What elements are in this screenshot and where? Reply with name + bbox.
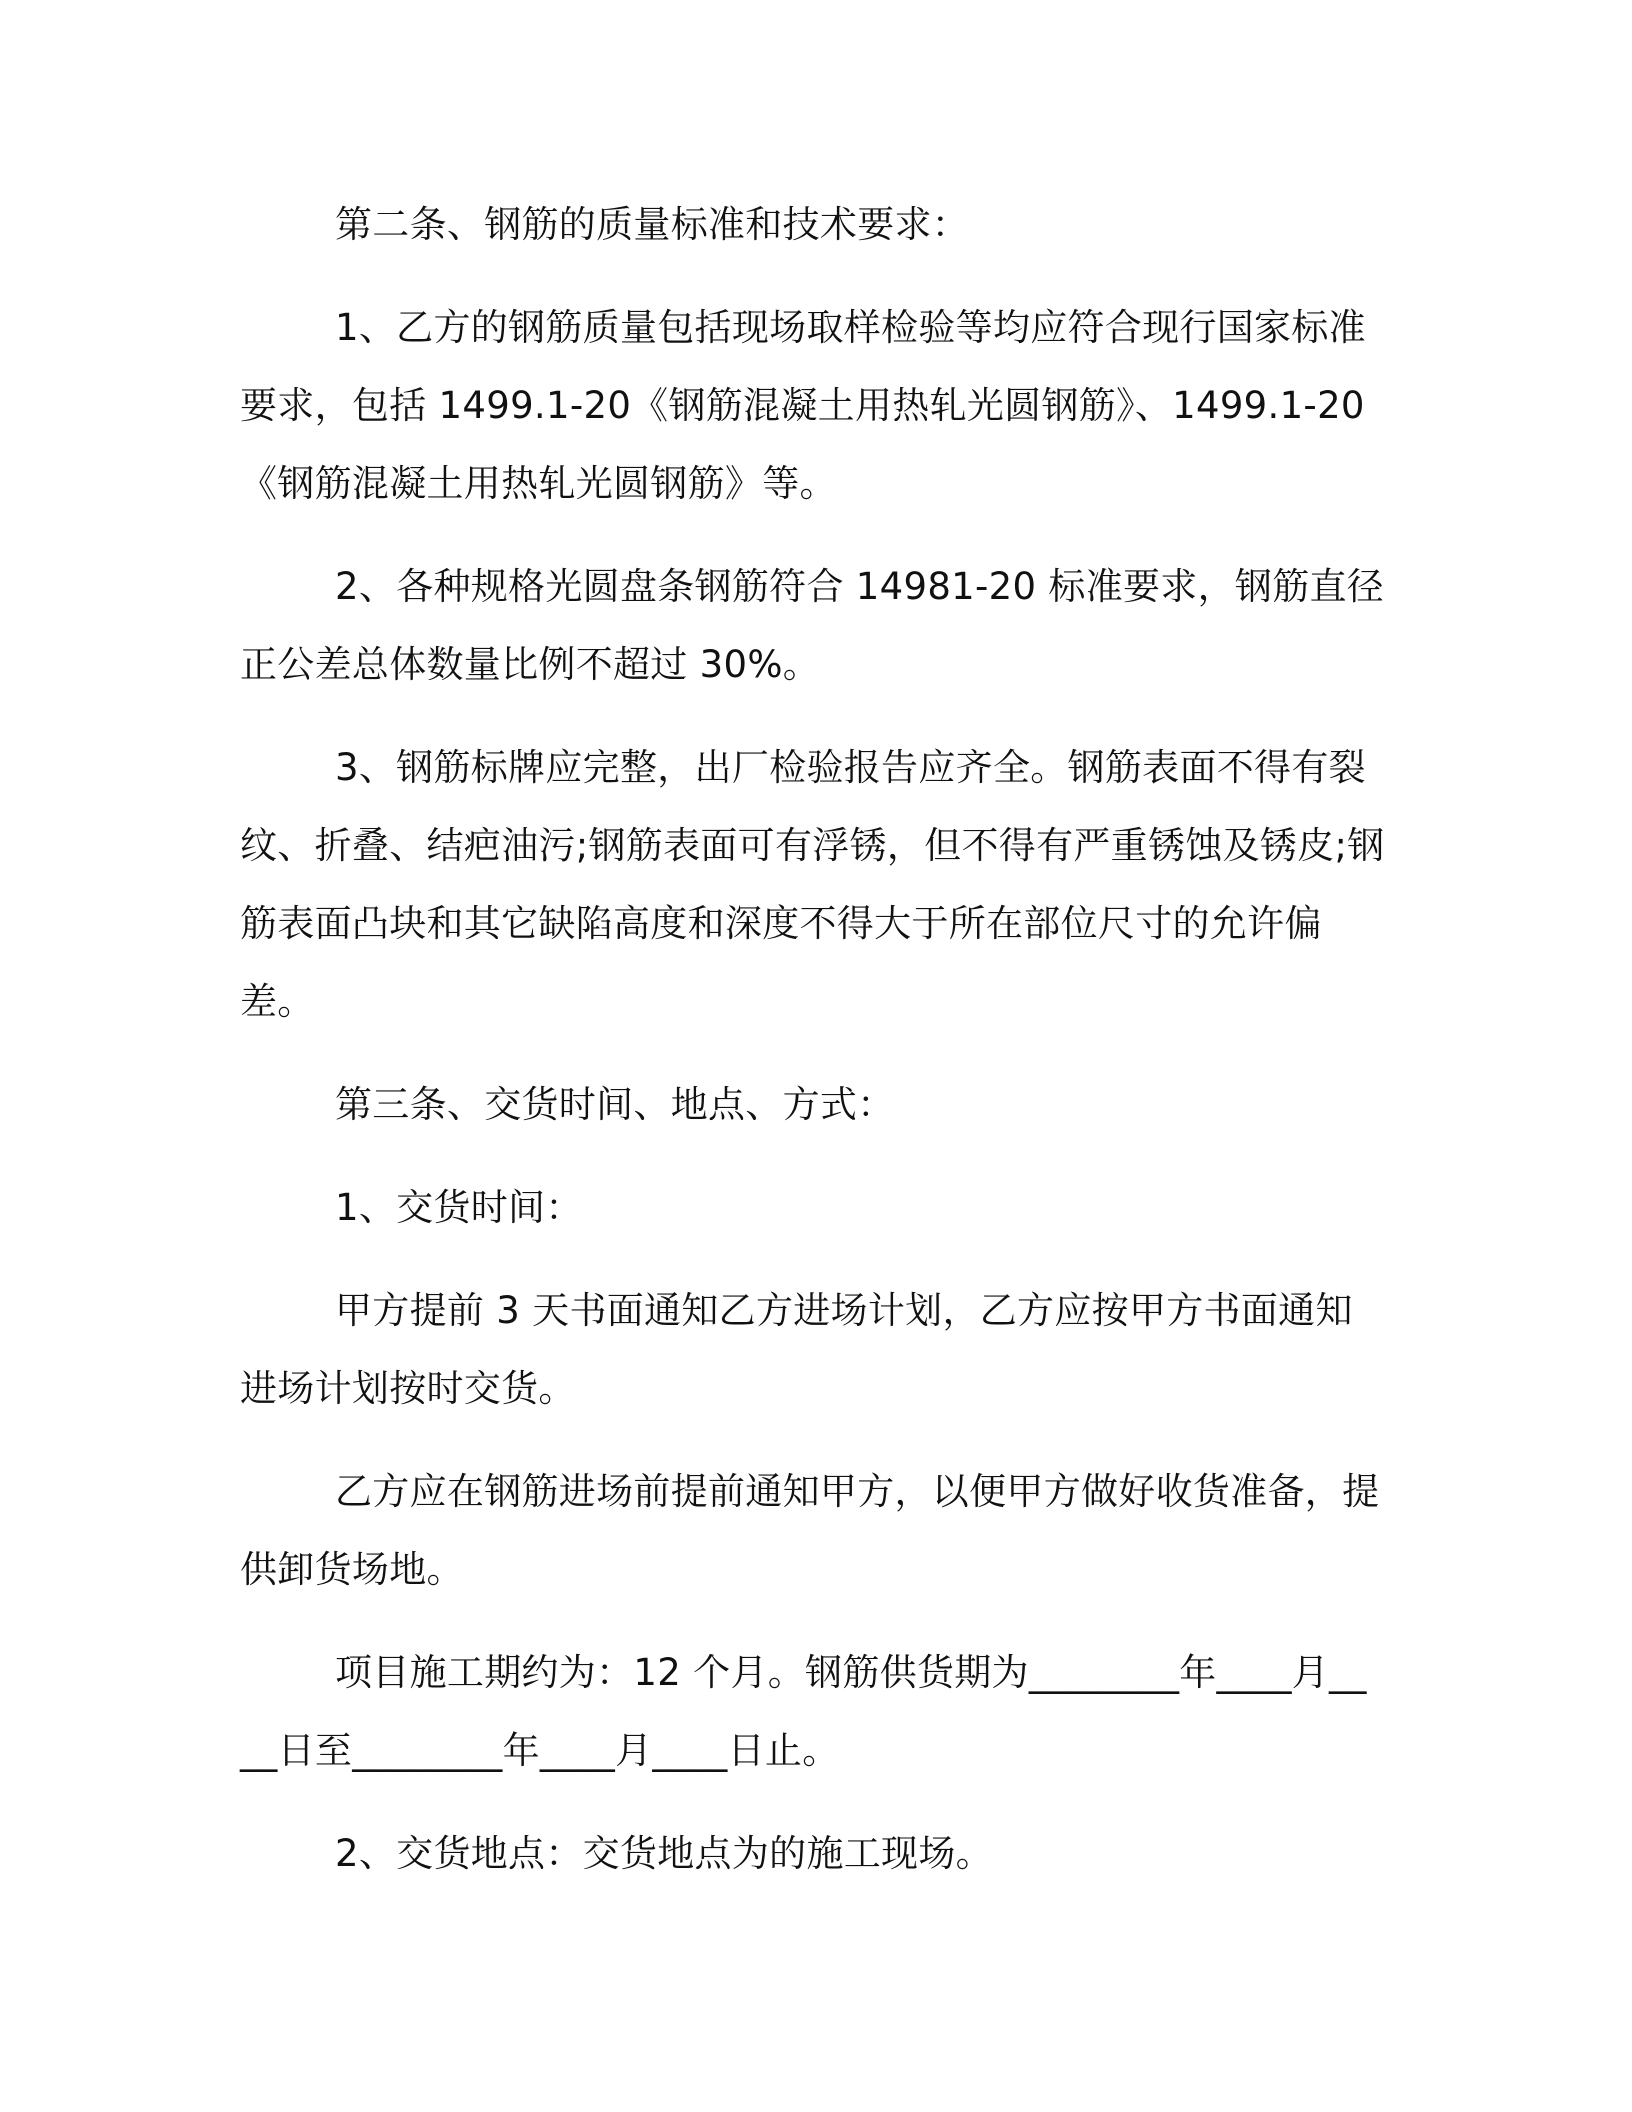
paragraph-advance-notice: 甲方提前 3 天书面通知乙方进场计划，乙方应按甲方书面通知进场计划按时交货。 xyxy=(240,1289,1353,1410)
paragraph-quality-standard: 1、乙方的钢筋质量包括现场取样检验等均应符合现行国家标准要求，包括 1499.1-20《钢筋混凝土用热轧光圆钢筋》、1499.1-20《钢筋混凝土用热轧光圆钢筋》等。 xyxy=(240,306,1366,505)
paragraph-delivery-location: 2、交货地点：交货地点为的施工现场。 xyxy=(335,1832,993,1875)
paragraph-supply-period: 项目施工期约为：12 个月。钢筋供货期为________年____月____日至________年____月____日止。 xyxy=(240,1651,1367,1772)
section-heading-3: 第三条、交货时间、地点、方式： xyxy=(335,1083,895,1126)
document-body xyxy=(240,186,1385,1918)
paragraph-surface-requirements: 3、钢筋标牌应完整，出厂检验报告应齐全。钢筋表面不得有裂纹、折叠、结疤油污;钢筋表面可有浮锈，但不得有严重锈蚀及锈皮;钢筋表面凸块和其它缺陷高度和深度不得大于所在部位尺寸的允许偏差。 xyxy=(240,746,1385,1023)
subheading-delivery-time: 1、交货时间： xyxy=(335,1186,583,1229)
paragraph-diameter-tolerance: 2、各种规格光圆盘条钢筋符合 14981-20 标准要求，钢筋直径正公差总体数量比例不超过 30%。 xyxy=(240,565,1385,686)
paragraph-unloading-preparation: 乙方应在钢筋进场前提前通知甲方，以便甲方做好收货准备，提供卸货场地。 xyxy=(240,1470,1380,1591)
section-heading-2: 第二条、钢筋的质量标准和技术要求： xyxy=(335,203,970,246)
